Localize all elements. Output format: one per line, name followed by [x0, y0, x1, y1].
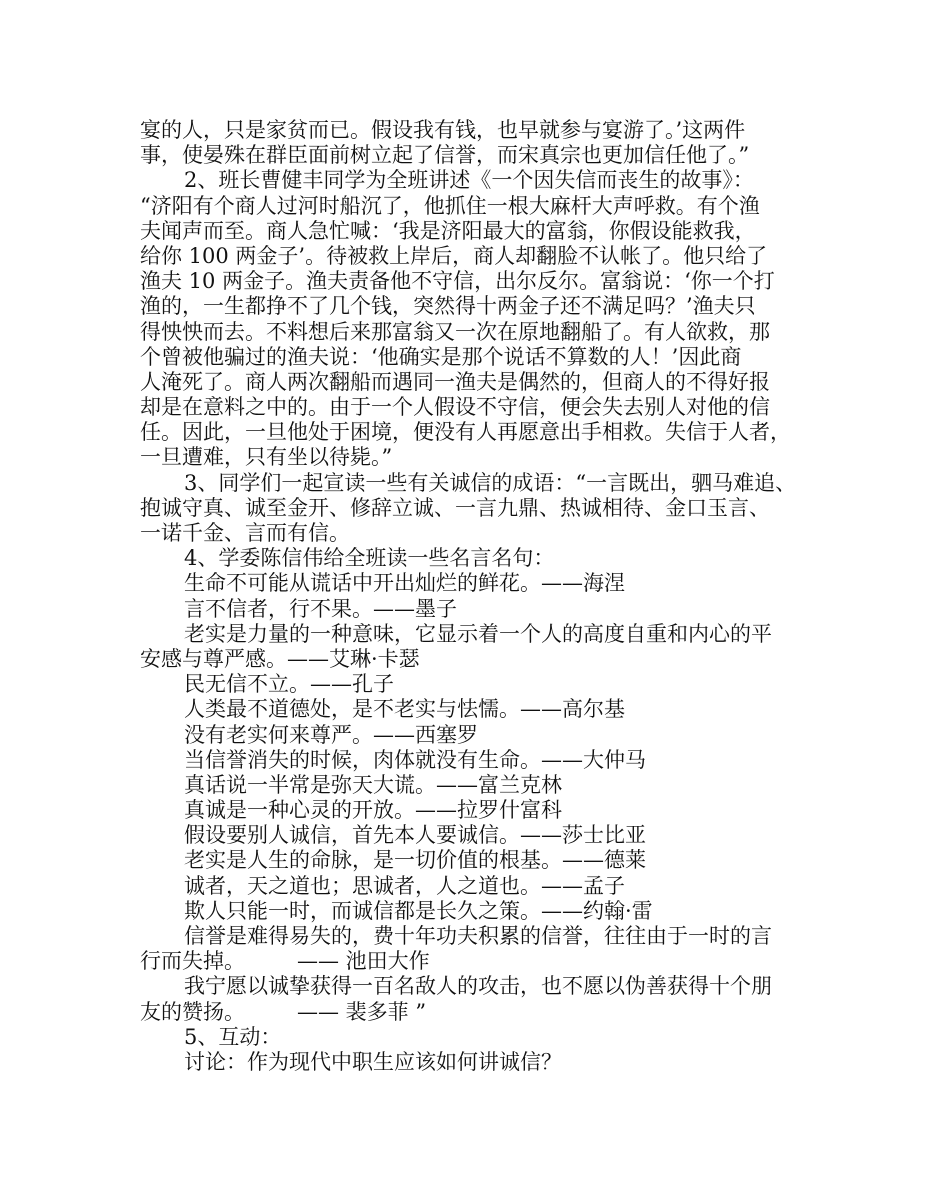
- quote-text: 友的赞扬。: [140, 999, 245, 1024]
- text-line: 渔夫 10 两金子。渔夫责备他不守信，出尔反尔。富翁说：‘你一个打: [140, 269, 775, 294]
- quote-line: 假设要别人诚信，首先本人要诚信。——莎士比亚: [184, 823, 646, 848]
- quote-line: 生命不可能从谎话中开出灿烂的鲜花。——海涅: [184, 571, 625, 596]
- text-line: 却是在意料之中的。由于一个人假设不守信，便会失去别人对他的信: [140, 395, 770, 420]
- text-line: 一旦遭难，只有坐以待毙。”: [140, 445, 393, 470]
- quote-line: 当信誉消失的时候，肉体就没有生命。——大仲马: [184, 747, 646, 772]
- quote-line: 诚者，天之道也；思诚者，人之道也。——孟子: [184, 873, 625, 898]
- text-line: 人淹死了。商人两次翻船而遇同一渔夫是偶然的，但商人的不得好报: [140, 369, 770, 394]
- quote-line: 信誉是难得易失的，费十年功夫积累的信誉，往往由于一时的言: [184, 924, 772, 948]
- quote-line: 我宁愿以诚挚获得一百名敌人的攻击，也不愿以伪善获得十个朋: [184, 974, 772, 999]
- text-line: 讨论：作为现代中职生应该如何讲诚信？: [184, 1049, 562, 1074]
- quote-line: 真话说一半常是弥天大谎。——富兰克林: [184, 772, 562, 797]
- quote-line: 安感与尊严感。——艾琳·卡瑟: [140, 646, 420, 671]
- quote-author: —— 裴多菲 ”: [297, 999, 427, 1024]
- text-line: 渔的，一生都挣不了几个钱，突然得十两金子还不满足吗？’渔夫只: [140, 294, 756, 319]
- text-line: 个曾被他骗过的渔夫说：‘他确实是那个说话不算数的人！’因此商: [140, 344, 742, 369]
- quote-line: 老实是力量的一种意味，它显示着一个人的高度自重和内心的平: [184, 621, 772, 646]
- quote-line: 人类最不道德处，是不老实与怯懦。——高尔基: [184, 697, 625, 722]
- paragraph-heading: 5、互动：: [184, 1024, 282, 1049]
- text-line: 给你 100 两金子’。待被救上岸后，商人却翻脸不认帐了。他只给了: [140, 243, 768, 268]
- quote-line: 没有老实何来尊严。——西塞罗: [184, 722, 478, 747]
- text-line: 任。因此，一旦他处于困境，便没有人再愿意出手相救。失信于人者，: [140, 420, 791, 445]
- paragraph-heading: 2、班长曹健丰同学为全班讲述《一个因失信而丧生的故事》：: [184, 168, 754, 193]
- quote-author: —— 池田大作: [297, 949, 430, 974]
- paragraph-heading: 4、学委陈信伟给全班读一些名言名句：: [184, 546, 555, 571]
- quote-line: 真诚是一种心灵的开放。——拉罗什富科: [184, 798, 562, 823]
- text-line: 得怏怏而去。不料想后来那富翁又一次在原地翻船了。有人欲救，那: [140, 319, 770, 344]
- text-line: 宴的人，只是家贫而已。假设我有钱，也早就参与宴游了。’这两件: [140, 118, 746, 142]
- text-line: 夫闻声而至。商人急忙喊：‘我是济阳最大的富翁，你假设能救我，: [140, 218, 756, 243]
- paragraph-heading: 3、同学们一起宣读一些有关诚信的成语：“一言既出，驷马难追、: [184, 470, 797, 495]
- quote-line: 民无信不立。——孔子: [184, 672, 394, 697]
- quote-line: [140, 1000, 830, 1025]
- quote-line: 老实是人生的命脉，是一切价值的根基。——德莱: [184, 848, 646, 873]
- quote-line: [140, 949, 830, 974]
- text-line: “济阳有个商人过河时船沉了，他抓住一根大麻杆大声呼救。有个渔: [140, 193, 760, 218]
- document-body: [140, 118, 830, 1075]
- text-line: 一诺千金、言而有信。: [140, 521, 350, 545]
- quote-line: 欺人只能一时，而诚信都是长久之策。——约翰·雷: [184, 898, 653, 923]
- quote-line: 言不信者，行不果。——墨子: [184, 596, 457, 621]
- quote-text: 行而失掉。: [140, 949, 245, 974]
- text-line: 抱诚守真、诚至金开、修辞立诚、一言九鼎、热诚相待、金口玉言、: [140, 495, 770, 520]
- text-line: 事，使晏殊在群臣面前树立起了信誉，而宋真宗也更加信任他了。”: [140, 143, 750, 168]
